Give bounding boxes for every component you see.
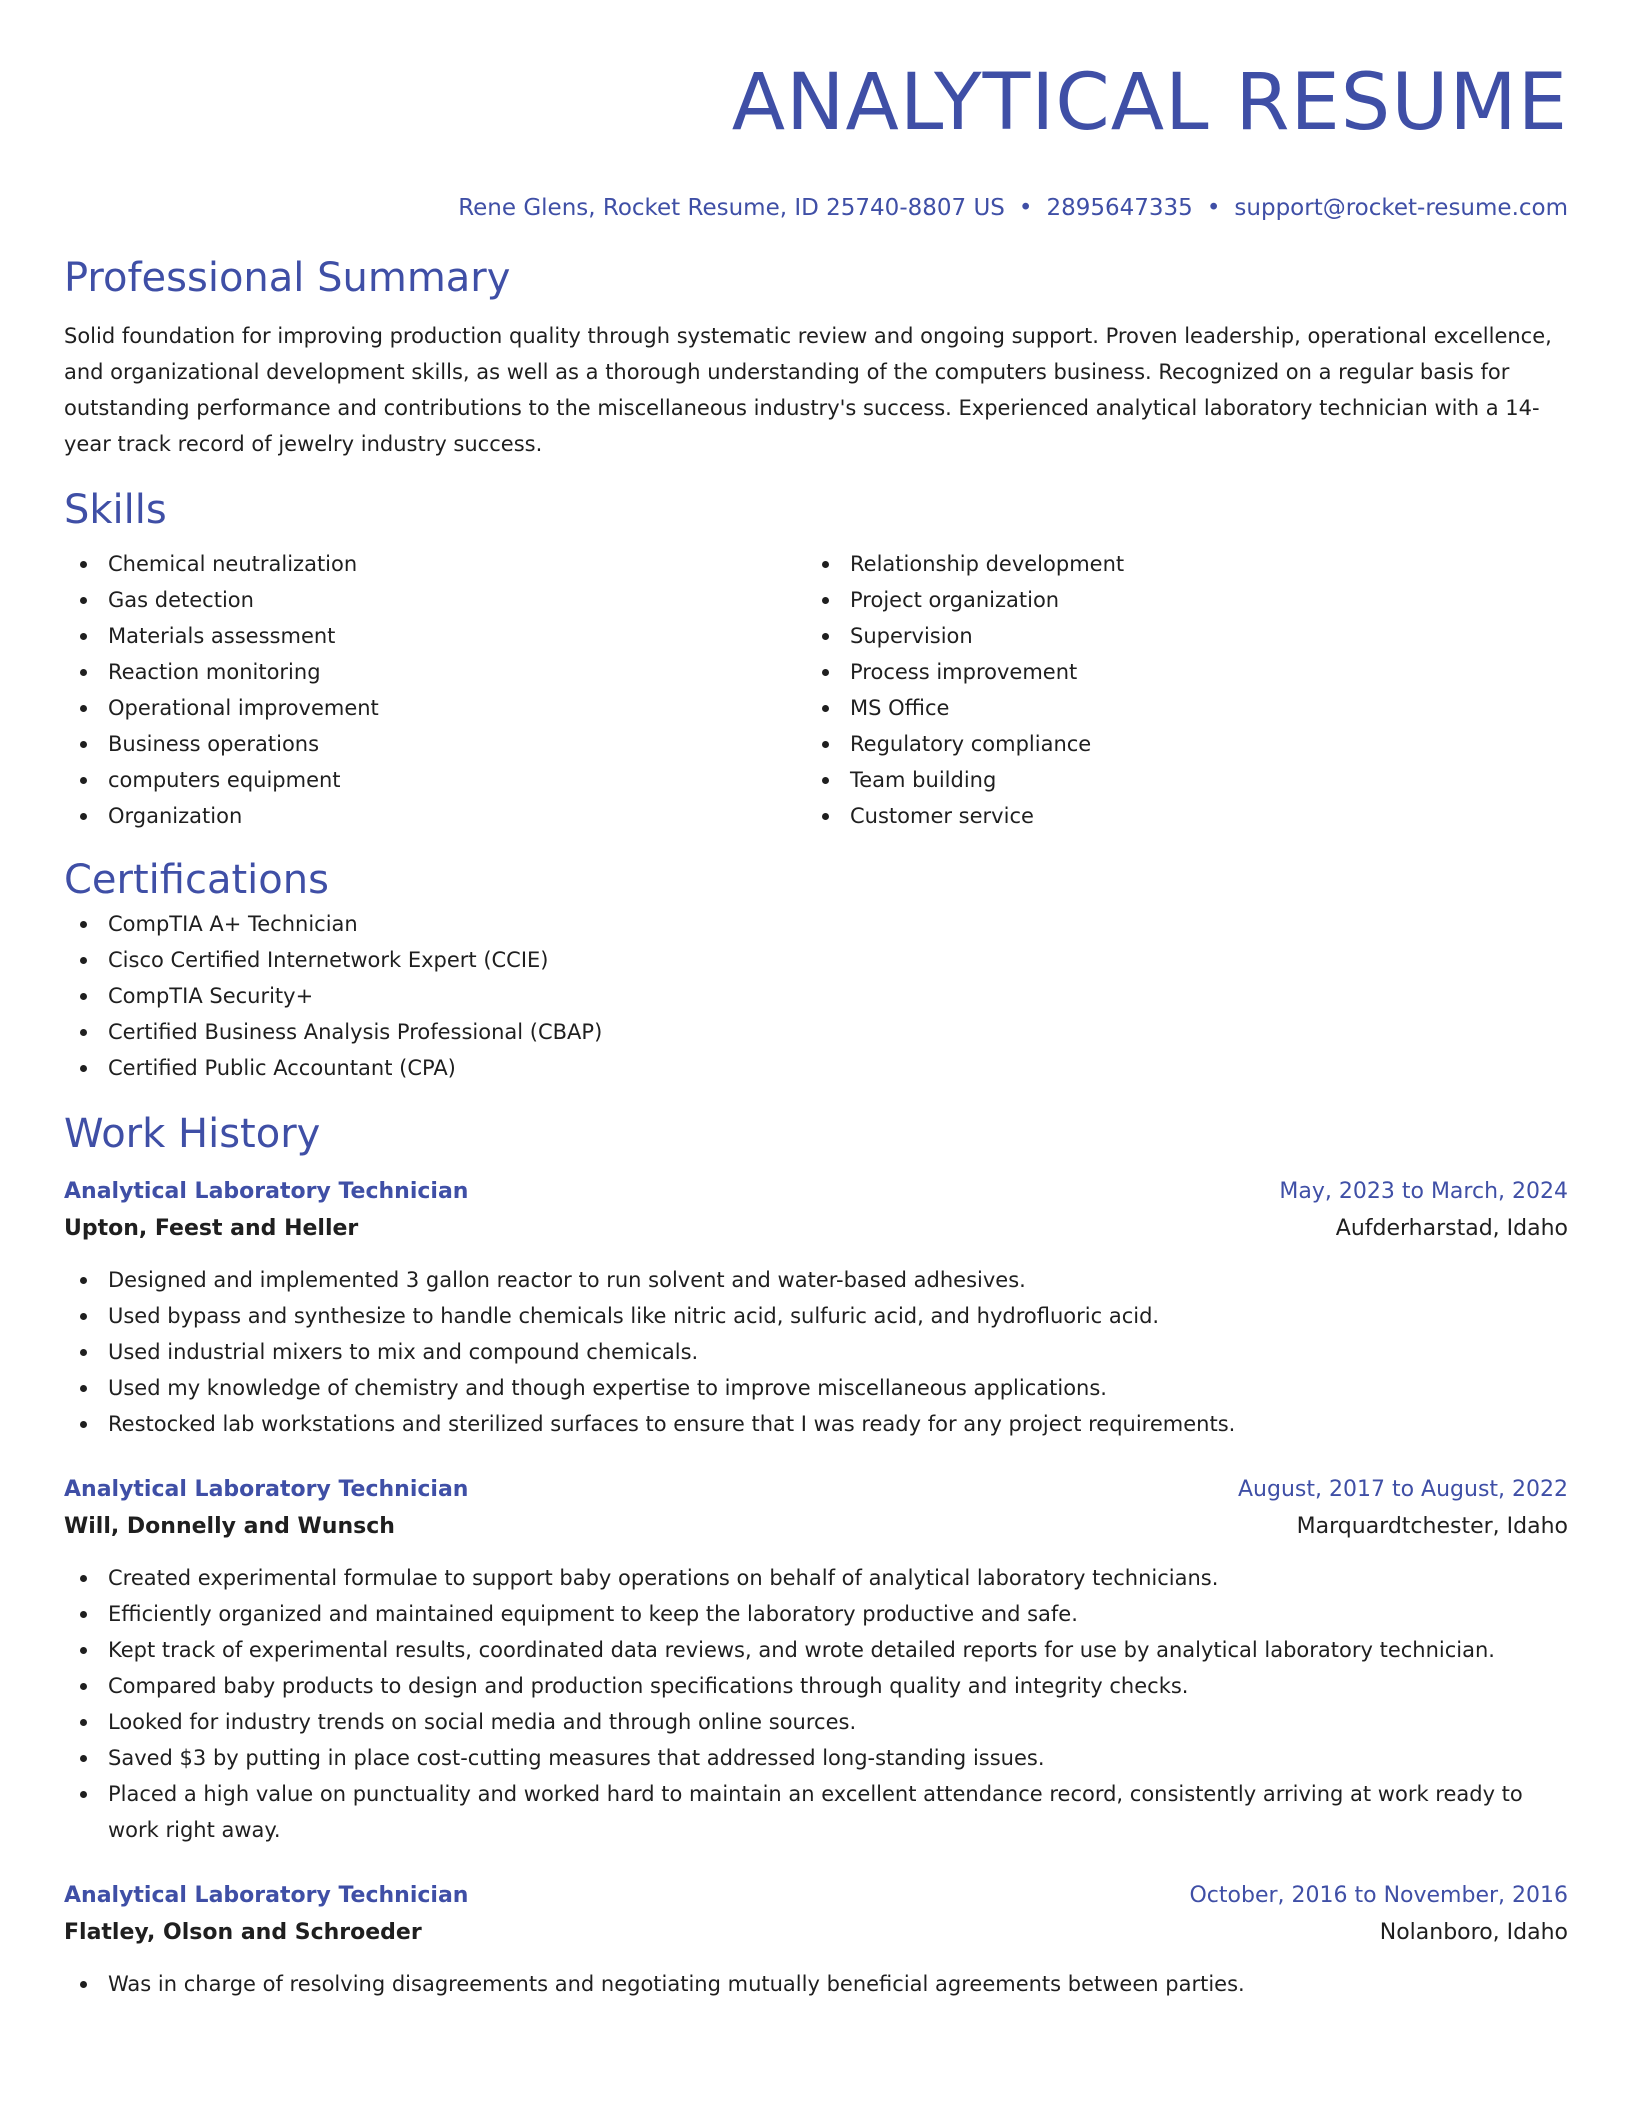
job-bullet: Designed and implemented 3 gallon reactor to run solvent and water-based adhesives. (64, 1262, 1568, 1298)
job-company: Will, Donnelly and Wunsch (64, 1514, 395, 1539)
certification-item: Certified Business Analysis Professional (CBAP) (64, 1014, 1568, 1050)
contact-email[interactable]: support@rocket-resume.com (1234, 195, 1568, 221)
work-history-list (64, 1174, 1568, 2002)
work-history-heading: Work History (64, 1111, 321, 1157)
job-company-row (64, 1210, 1568, 1248)
job-bullet: Used my knowledge of chemistry and though expertise to improve miscellaneous applications. (64, 1370, 1568, 1406)
skill-item: Supervision (806, 618, 1548, 654)
skills-list-left (64, 546, 806, 834)
skill-item: computers equipment (64, 762, 806, 798)
certifications-list (64, 906, 1568, 1086)
skills-list-right (806, 546, 1548, 834)
job-bullet: Efficiently organized and maintained equipment to keep the laboratory productive and safe. (64, 1596, 1568, 1632)
job-dates: October, 2016 to November, 2016 (1189, 1883, 1568, 1908)
skill-item: Regulatory compliance (806, 726, 1548, 762)
job-bullet: Used industrial mixers to mix and compound chemicals. (64, 1334, 1568, 1370)
contact-phone: 2895647335 (1046, 195, 1193, 221)
contact-separator: • (1018, 195, 1033, 221)
job-bullet: Compared baby products to design and production specifications through quality and integrity checks. (64, 1668, 1568, 1704)
job-entry (64, 1174, 1568, 1442)
summary-text: Solid foundation for improving production quality through systematic review and ongoing support. Proven leadership, operational excellence, and organizational development skills, as well as a thorough understanding of the computers business. Recognized on a regular basis for outstanding performance and contributions to the miscellaneous industry's success. Experienced analytical laboratory technician with a 14-year track record of jewelry industry success. (64, 324, 1552, 456)
skill-item: Process improvement (806, 654, 1548, 690)
job-dates: May, 2023 to March, 2024 (1279, 1179, 1568, 1204)
skills-columns (64, 546, 1568, 834)
skill-item: Materials assessment (64, 618, 806, 654)
job-bullet: Used bypass and synthesize to handle chemicals like nitric acid, sulfuric acid, and hydrofluoric acid. (64, 1298, 1568, 1334)
job-dates: August, 2017 to August, 2022 (1238, 1477, 1568, 1502)
skill-item: Organization (64, 798, 806, 834)
job-bullet: Created experimental formulae to support baby operations on behalf of analytical laboratory technicians. (64, 1560, 1568, 1596)
certification-item: Certified Public Accountant (CPA) (64, 1050, 1568, 1086)
skill-item: Operational improvement (64, 690, 806, 726)
skill-item: Project organization (806, 582, 1548, 618)
job-title: Analytical Laboratory Technician (64, 1179, 469, 1204)
job-bullet: Saved $3 by putting in place cost-cutting measures that addressed long-standing issues. (64, 1740, 1568, 1776)
certification-item: CompTIA A+ Technician (64, 906, 1568, 942)
contact-separator: • (1206, 195, 1221, 221)
job-bullet: Looked for industry trends on social media and through online sources. (64, 1704, 1568, 1740)
job-company-row (64, 1914, 1568, 1952)
skill-item: Business operations (64, 726, 806, 762)
job-title-row (64, 1878, 1568, 1914)
job-location: Nolanboro, Idaho (1379, 1920, 1568, 1945)
skills-heading: Skills (64, 487, 167, 533)
certification-item: CompTIA Security+ (64, 978, 1568, 1014)
job-bullet: Placed a high value on punctuality and worked hard to maintain an excellent attendance record, consistently arriving at work ready to work right away. (64, 1776, 1568, 1848)
job-company-row (64, 1508, 1568, 1546)
skill-item: Chemical neutralization (64, 546, 806, 582)
job-bullet: Kept track of experimental results, coordinated data reviews, and wrote detailed reports for use by analytical laboratory technician. (64, 1632, 1568, 1668)
skill-item: Gas detection (64, 582, 806, 618)
job-title: Analytical Laboratory Technician (64, 1883, 469, 1908)
certifications-heading: Certifications (64, 857, 329, 903)
job-bullets (64, 1560, 1568, 1848)
job-title-row (64, 1472, 1568, 1508)
job-bullets (64, 1966, 1568, 2002)
job-location: Aufderharstad, Idaho (1335, 1216, 1568, 1241)
job-bullet: Was in charge of resolving disagreements and negotiating mutually beneficial agreements between parties. (64, 1966, 1568, 2002)
job-title-row (64, 1174, 1568, 1210)
job-entry (64, 1472, 1568, 1848)
job-company: Flatley, Olson and Schroeder (64, 1920, 422, 1945)
skill-item: Customer service (806, 798, 1548, 834)
resume-title: ANALYTICAL RESUME (731, 58, 1568, 148)
job-company: Upton, Feest and Heller (64, 1216, 359, 1241)
skill-item: MS Office (806, 690, 1548, 726)
skill-item: Team building (806, 762, 1548, 798)
skill-item: Relationship development (806, 546, 1548, 582)
job-title: Analytical Laboratory Technician (64, 1477, 469, 1502)
job-bullets (64, 1262, 1568, 1442)
job-bullet: Restocked lab workstations and sterilized surfaces to ensure that I was ready for any project requirements. (64, 1406, 1568, 1442)
contact-address: Rene Glens, Rocket Resume, ID 25740-8807 US (458, 195, 1005, 221)
skill-item: Reaction monitoring (64, 654, 806, 690)
certification-item: Cisco Certified Internetwork Expert (CCIE) (64, 942, 1568, 978)
job-location: Marquardtchester, Idaho (1296, 1514, 1568, 1539)
contact-line (64, 192, 1568, 224)
job-entry (64, 1878, 1568, 2002)
summary-heading: Professional Summary (64, 255, 511, 301)
